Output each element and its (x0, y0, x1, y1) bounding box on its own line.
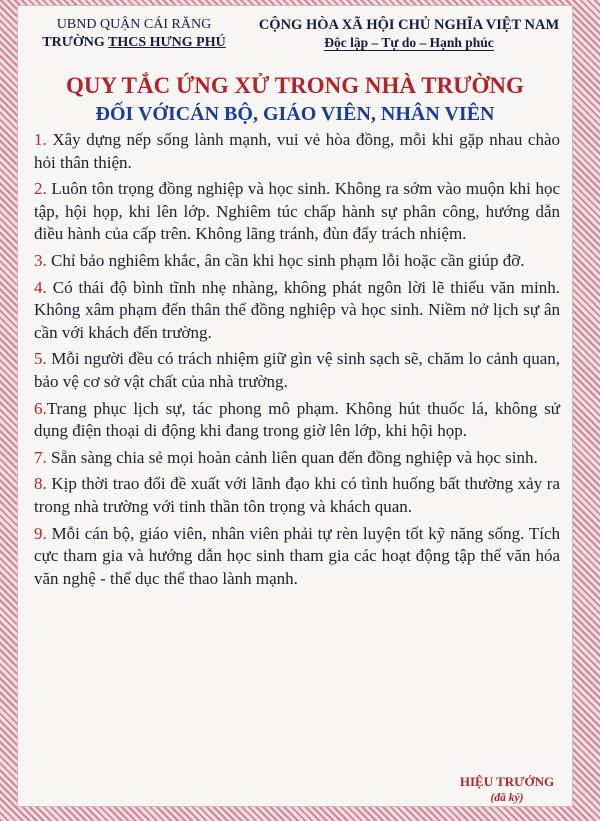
issuer-school (34, 34, 234, 52)
rule-item-1 (34, 129, 560, 174)
rule-text: Trang phục lịch sự, tác phong mô phạm. Không hút thuốc lá, không sử dụng điện thoại di động khi đang trong giờ lên lớp, khi hội họp. (34, 398, 560, 441)
rule-text: Mỗi cán bộ, giáo viên, nhân viên phải tự rèn luyện tốt kỹ năng sống. Tích cực tham gia và hướng dẫn học sinh tham gia các hoạt động tập thể văn hóa văn nghệ - thể dục thể thao lành mạnh. (34, 523, 560, 588)
school-name: THCS HƯNG PHÚ (108, 35, 226, 50)
rule-text: Sẵn sàng chia sẻ mọi hoàn cảnh liên quan đến đồng nghiệp và học sinh. (46, 447, 538, 467)
rule-text: Chỉ bảo nghiêm khắc, ân cần khi học sinh phạm lỗi hoặc cần giúp đỡ. (46, 250, 525, 270)
issuer-agency: UBND QUẬN CÁI RĂNG (56, 17, 212, 32)
issuer-header (34, 16, 234, 52)
rule-item-2 (34, 178, 560, 246)
rule-text: Kịp thời trao đổi đề xuất với lãnh đạo khi có tình huống bất thường xảy ra trong nhà trường với tinh thần tôn trọng và khách quan. (34, 474, 560, 516)
rule-item-8 (34, 473, 560, 518)
rule-item-6 (34, 398, 560, 443)
document-title: QUY TẮC ỨNG XỬ TRONG NHÀ TRƯỜNG (66, 73, 524, 98)
rule-number: 7. (34, 447, 47, 467)
rule-number: 6. (34, 398, 47, 418)
school-prefix: TRƯỜNG (42, 35, 105, 50)
rule-item-3 (34, 250, 560, 273)
rule-text: Có thái độ bình tĩnh nhẹ nhàng, không phát ngôn lời lẽ thiếu văn minh. Không xâm phạm đến thân thể đồng nghiệp và học sinh. Niềm nở lịch sự ân cần với khách đến trường. (34, 277, 560, 342)
signer-role: HIỆU TRƯỞNG (459, 774, 555, 789)
rule-item-9 (34, 523, 560, 591)
rules-list (34, 129, 560, 594)
signature-note: (đã ký) (490, 792, 524, 804)
rule-item-7 (34, 447, 560, 470)
national-header (250, 16, 568, 52)
rule-number: 3. (34, 250, 47, 270)
rule-item-4 (34, 277, 560, 345)
rule-text: Xây dựng nếp sống lành mạnh, vui vẻ hòa đồng, mỗi khi gặp nhau chào hỏi thân thiện. (34, 130, 560, 172)
rule-item-5 (34, 348, 560, 393)
rule-number: 5. (34, 349, 47, 369)
rule-number: 8. (34, 474, 47, 494)
poster-paper (18, 6, 572, 806)
rule-number: 1. (34, 130, 47, 149)
rule-text: Luôn tôn trọng đồng nghiệp và học sinh. Không ra sớm vào muộn khi học tập, hội họp, khi lên lớp. Nghiêm túc chấp hành sự phân công, hướng dẫn điều hành của cấp trên. Không lãng tránh, đùn đẩy trách nhiệm. (34, 179, 560, 244)
document-subtitle: ĐỐI VỚICÁN BỘ, GIÁO VIÊN, NHÂN VIÊN (95, 103, 495, 125)
country-name: CỘNG HÒA XÃ HỘI CHỦ NGHĨA VIỆT NAM (258, 17, 560, 33)
rule-number: 4. (34, 277, 47, 297)
national-motto (250, 34, 568, 52)
rule-number: 2. (34, 179, 47, 199)
motto-text: Độc lập – Tự do – Hạnh phúc (324, 35, 494, 50)
rule-number: 9. (34, 523, 47, 543)
rule-text: Mỗi người đều có trách nhiệm giữ gìn vệ sinh sạch sẽ, chăm lo cảnh quan, bảo vệ cơ sở vật chất của nhà trường. (34, 349, 560, 391)
signature-block (448, 774, 566, 806)
